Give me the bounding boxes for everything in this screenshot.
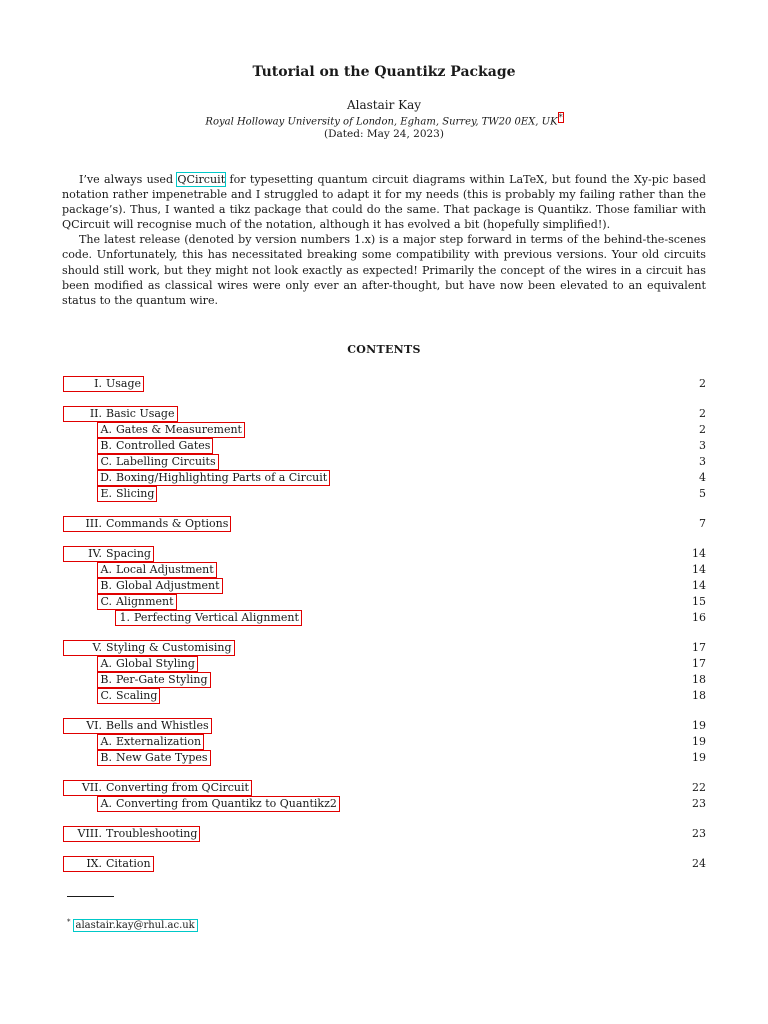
author-affiliation xyxy=(0,113,768,127)
toc-entry-number: A. xyxy=(100,797,112,810)
toc-entry-number: III. xyxy=(85,517,102,530)
toc-entry-label: Commands & Options xyxy=(106,517,229,530)
toc-entry-number: VI. xyxy=(86,719,102,732)
toc-entry-label: Troubleshooting xyxy=(106,827,198,840)
toc-entry-link[interactable] xyxy=(98,689,159,703)
toc-entry-link[interactable] xyxy=(64,377,143,391)
toc-entry-page: 3 xyxy=(699,439,706,452)
toc-entry-link[interactable] xyxy=(64,781,251,795)
toc-row xyxy=(62,516,706,532)
toc-entry-label: Basic Usage xyxy=(106,407,175,420)
toc-entry-number: B. xyxy=(100,751,112,764)
toc-entry-link[interactable] xyxy=(64,719,211,733)
toc-row xyxy=(62,486,706,502)
toc-entry-page: 4 xyxy=(699,471,706,484)
toc-row xyxy=(62,640,706,656)
footnote-rule xyxy=(67,896,114,897)
toc-entry-label: Bells and Whistles xyxy=(106,719,209,732)
toc-entry-link[interactable] xyxy=(98,471,329,485)
toc-entry-link[interactable] xyxy=(64,517,230,531)
toc-entry-number: II. xyxy=(89,407,102,420)
toc-entry-page: 17 xyxy=(692,657,706,670)
toc-entry-link[interactable] xyxy=(64,547,153,561)
toc-entry-page: 19 xyxy=(692,719,706,732)
toc-entry-page: 2 xyxy=(699,377,706,390)
toc-entry-link[interactable] xyxy=(98,439,212,453)
toc-entry-link[interactable] xyxy=(98,657,197,671)
toc-entry-page: 14 xyxy=(692,547,706,560)
toc-entry-link[interactable] xyxy=(98,797,339,811)
toc-entry-label: Controlled Gates xyxy=(116,439,211,452)
toc-entry-link[interactable] xyxy=(98,563,216,577)
toc-entry-link[interactable] xyxy=(64,827,199,841)
toc-entry-link[interactable] xyxy=(98,455,218,469)
toc-entry-number: D. xyxy=(100,471,112,484)
toc-entry-label: Spacing xyxy=(106,547,151,560)
toc-entry-number: V. xyxy=(92,641,102,654)
abstract-paragraph-1 xyxy=(62,172,706,232)
toc-entry-label: Labelling Circuits xyxy=(116,455,216,468)
toc-row xyxy=(62,594,706,610)
toc-entry-page: 16 xyxy=(692,611,706,624)
toc-entry-page: 15 xyxy=(692,595,706,608)
toc-entry-number: A. xyxy=(100,423,112,436)
toc-entry-page: 19 xyxy=(692,751,706,764)
contents-heading: CONTENTS xyxy=(347,343,421,356)
toc-entry-number: C. xyxy=(100,455,112,468)
paper-author: Alastair Kay xyxy=(346,98,422,112)
toc-entry-page: 2 xyxy=(699,407,706,420)
toc-entry-link[interactable] xyxy=(98,673,210,687)
toc-entry-link[interactable] xyxy=(64,857,153,871)
toc-entry-page: 18 xyxy=(692,673,706,686)
toc-entry-number: A. xyxy=(100,563,112,576)
toc-entry-link[interactable] xyxy=(98,423,244,437)
toc-entry-page: 18 xyxy=(692,689,706,702)
footnote-link-mark[interactable]: * xyxy=(558,113,563,122)
email-link[interactable]: alastair.kay@rhul.ac.uk xyxy=(75,920,195,932)
toc-row xyxy=(62,856,706,872)
toc-entry-number: B. xyxy=(100,439,112,452)
toc-row xyxy=(62,454,706,470)
toc-entry-label: Usage xyxy=(106,377,142,390)
abstract xyxy=(62,172,706,308)
toc-entry-label: Externalization xyxy=(116,735,202,748)
toc-entry-number: B. xyxy=(100,579,112,592)
toc-row xyxy=(62,750,706,766)
toc-row xyxy=(62,718,706,734)
toc-row xyxy=(62,610,706,626)
toc-row xyxy=(62,470,706,486)
toc-entry-number: 1. xyxy=(119,611,130,624)
toc-entry-link[interactable] xyxy=(98,735,203,749)
toc-entry-label: Global Adjustment xyxy=(116,579,220,592)
toc-entry-label: Converting from QCircuit xyxy=(106,781,249,794)
toc-entry-number: B. xyxy=(100,673,112,686)
toc-entry-link[interactable] xyxy=(98,579,222,593)
toc-entry-page: 22 xyxy=(692,781,706,794)
toc-entry-number: IV. xyxy=(88,547,102,560)
toc-entry-label: Boxing/Highlighting Parts of a Circuit xyxy=(116,471,328,484)
toc-row xyxy=(62,688,706,704)
toc-row xyxy=(62,672,706,688)
toc-entry-number: A. xyxy=(100,735,112,748)
toc-entry-link[interactable] xyxy=(64,407,177,421)
toc-entry-page: 24 xyxy=(692,857,706,870)
toc-entry-label: Per-Gate Styling xyxy=(116,673,208,686)
toc-row xyxy=(62,422,706,438)
toc-entry-number: I. xyxy=(94,377,102,390)
toc-entry-page: 5 xyxy=(699,487,706,500)
toc-entry-label: Slicing xyxy=(116,487,155,500)
toc-entry-page: 14 xyxy=(692,563,706,576)
toc-row xyxy=(62,438,706,454)
toc-row xyxy=(62,780,706,796)
toc-entry-number: VII. xyxy=(81,781,102,794)
toc-entry-label: New Gate Types xyxy=(116,751,208,764)
abstract-paragraph-2: The latest release (denoted by version numbers 1.x) is a major step forward in terms of the behind-the-scenes code. Unfortunately, this has necessitated breaking some compatibility with previous versions. Your old circuits should still work, but they might not look exactly as expected! Primarily the concept of the wires in a circuit has been modified as classical wires were only ever an after-thought, but have now been elevated to an equivalent status to the quantum wire. xyxy=(62,233,706,307)
toc-entry-page: 23 xyxy=(692,797,706,810)
toc-entry-label: Alignment xyxy=(116,595,174,608)
footnote-mark: * xyxy=(67,918,71,926)
toc-row xyxy=(62,826,706,842)
toc-entry-label: Citation xyxy=(106,857,151,870)
toc-entry-number: VIII. xyxy=(77,827,102,840)
toc-entry-number: E. xyxy=(100,487,112,500)
toc-entry-label: Converting from Quantikz to Quantikz2 xyxy=(116,797,337,810)
toc-entry-number: C. xyxy=(100,689,112,702)
toc-entry-page: 7 xyxy=(699,517,706,530)
toc-entry-label: Perfecting Vertical Alignment xyxy=(134,611,299,624)
toc-entry-page: 2 xyxy=(699,423,706,436)
toc-entry-link[interactable] xyxy=(98,751,210,765)
toc-entry-page: 17 xyxy=(692,641,706,654)
toc-row xyxy=(62,578,706,594)
dated-line: (Dated: May 24, 2023) xyxy=(324,128,444,140)
toc-entry-link[interactable] xyxy=(98,487,156,501)
qcircuit-link[interactable]: QCircuit xyxy=(177,173,226,186)
toc-entry-number: A. xyxy=(100,657,112,670)
toc-row xyxy=(62,376,706,392)
footnote xyxy=(67,918,197,931)
toc-entry-link[interactable] xyxy=(64,641,234,655)
toc-row xyxy=(62,406,706,422)
toc-entry-page: 19 xyxy=(692,735,706,748)
toc-row xyxy=(62,734,706,750)
toc-entry-label: Scaling xyxy=(116,689,158,702)
toc-row xyxy=(62,796,706,812)
toc-entry-page: 3 xyxy=(699,455,706,468)
toc-entry-label: Gates & Measurement xyxy=(116,423,242,436)
toc-entry-link[interactable] xyxy=(116,611,301,625)
toc-row xyxy=(62,656,706,672)
toc-row xyxy=(62,562,706,578)
toc-entry-link[interactable] xyxy=(98,595,176,609)
toc-entry-number: IX. xyxy=(86,857,102,870)
affiliation-text: Royal Holloway University of London, Egham, Surrey, TW20 0EX, UK xyxy=(205,116,558,128)
toc-entry-page: 14 xyxy=(692,579,706,592)
toc-entry-number: C. xyxy=(100,595,112,608)
abstract-p1-start: I’ve always used xyxy=(79,173,178,186)
abstract-p1-rest: for typesetting quantum circuit diagrams within LaTeX, but found the Xy-pic based notation rather impenetrable and I struggled to adapt it for my needs (this is probably my failing rather than the package’s). Thus, I wanted a tikz package that could do the same. That package is Quantikz. Those familiar with QCircuit will recognise much of the notation, although it has evolved a bit (hopefully simplified!). xyxy=(62,173,706,232)
toc-entry-label: Global Styling xyxy=(116,657,195,670)
toc-entry-page: 23 xyxy=(692,827,706,840)
toc-entry-label: Local Adjustment xyxy=(116,563,214,576)
paper-title: Tutorial on the Quantikz Package xyxy=(252,64,516,80)
toc-entry-label: Styling & Customising xyxy=(106,641,232,654)
toc-row xyxy=(62,546,706,562)
